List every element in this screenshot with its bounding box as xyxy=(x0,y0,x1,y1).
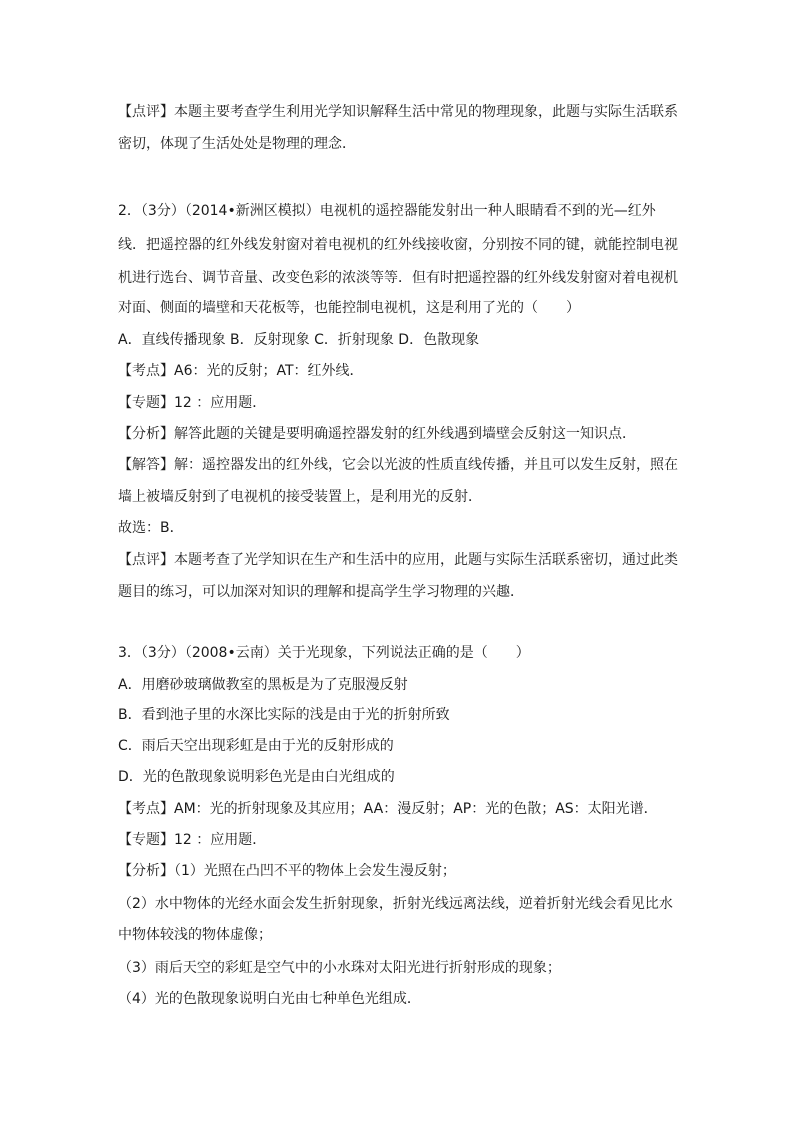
q2-comment-line1: 【点评】本题考查了光学知识在生产和生活中的应用，此题与实际生活联系密切，通过此类 xyxy=(118,552,678,568)
q1-comment-line2: 密切，体现了生活处处是物理的理念． xyxy=(118,136,356,152)
q3-fenxi-2a: （2）水中物体的光经水面会发生折射现象，折射光线远离法线，逆着折射光线会看见比水 xyxy=(118,896,673,912)
q3-option-a: A．用磨砂玻璃做教室的黑板是为了克服漫反射 xyxy=(118,677,408,693)
q2-stem-line2: 线．把遥控器的红外线发射窗对着电视机的红外线接收窗，分别按不同的键，就能控制电视 xyxy=(118,237,678,253)
q3-option-c: C．雨后天空出现彩虹是由于光的反射形成的 xyxy=(118,738,394,754)
q3-fenxi-3: （3）雨后天空的彩虹是空气中的小水珠对太阳光进行折射形成的现象； xyxy=(118,960,561,976)
q3-kaodian: 【考点】AM：光的折射现象及其应用；AA：漫反射；AP：光的色散；AS：太阳光谱． xyxy=(118,801,658,817)
q2-jieda-line2: 墙上被墙反射到了电视机的接受装置上，是利用光的反射． xyxy=(118,489,482,505)
q2-fenxi: 【分析】解答此题的关键是要明确遥控器发射的红外线遇到墙壁会反射这一知识点． xyxy=(118,426,636,442)
q2-kaodian: 【考点】A6：光的反射；AT：红外线． xyxy=(118,363,364,379)
q3-option-d: D．光的色散现象说明彩色光是由白光组成的 xyxy=(118,769,395,785)
q1-comment-line1: 【点评】本题主要考查学生利用光学知识解释生活中常见的物理现象，此题与实际生活联系 xyxy=(118,104,678,120)
q2-stem-line4: 对面、侧面的墙壁和天花板等，也能控制电视机，这是利用了光的（ ） xyxy=(118,300,580,316)
q3-option-b: B．看到池子里的水深比实际的浅是由于光的折射所致 xyxy=(118,707,450,723)
q2-jieda-line1: 【解答】解：遥控器发出的红外线，它会以光波的性质直线传播，并且可以发生反射，照在 xyxy=(118,457,678,473)
q2-comment-line2: 题目的练习，可以加深对知识的理解和提高学生学习物理的兴趣． xyxy=(118,584,524,600)
q2-options: A．直线传播现象 B．反射现象 C．折射现象 D．色散现象 xyxy=(118,332,480,348)
q3-fenxi-4: （4）光的色散现象说明白光由七种单色光组成． xyxy=(118,991,421,1007)
q3-fenxi-1: 【分析】（1）光照在凸凹不平的物体上会发生漫反射； xyxy=(118,863,456,879)
q3-fenxi-2b: 中物体较浅的物体虚像； xyxy=(118,927,272,943)
q2-zhuanti: 【专题】12 ：应用题． xyxy=(118,395,267,411)
q2-stem-line3: 机进行选台、调节音量、改变色彩的浓淡等等．但有时把遥控器的红外线发射窗对着电视机 xyxy=(118,270,678,286)
q2-answer: 故选：B． xyxy=(118,520,184,536)
q3-zhuanti: 【专题】12 ：应用题． xyxy=(118,832,267,848)
q3-stem: 3．（3分）（2008•云南）关于光现象，下列说法正确的是（ ） xyxy=(118,645,530,661)
q2-stem-line1: 2．（3分）（2014•新洲区模拟）电视机的遥控器能发射出一种人眼睛看不到的光—红外 xyxy=(118,203,656,219)
